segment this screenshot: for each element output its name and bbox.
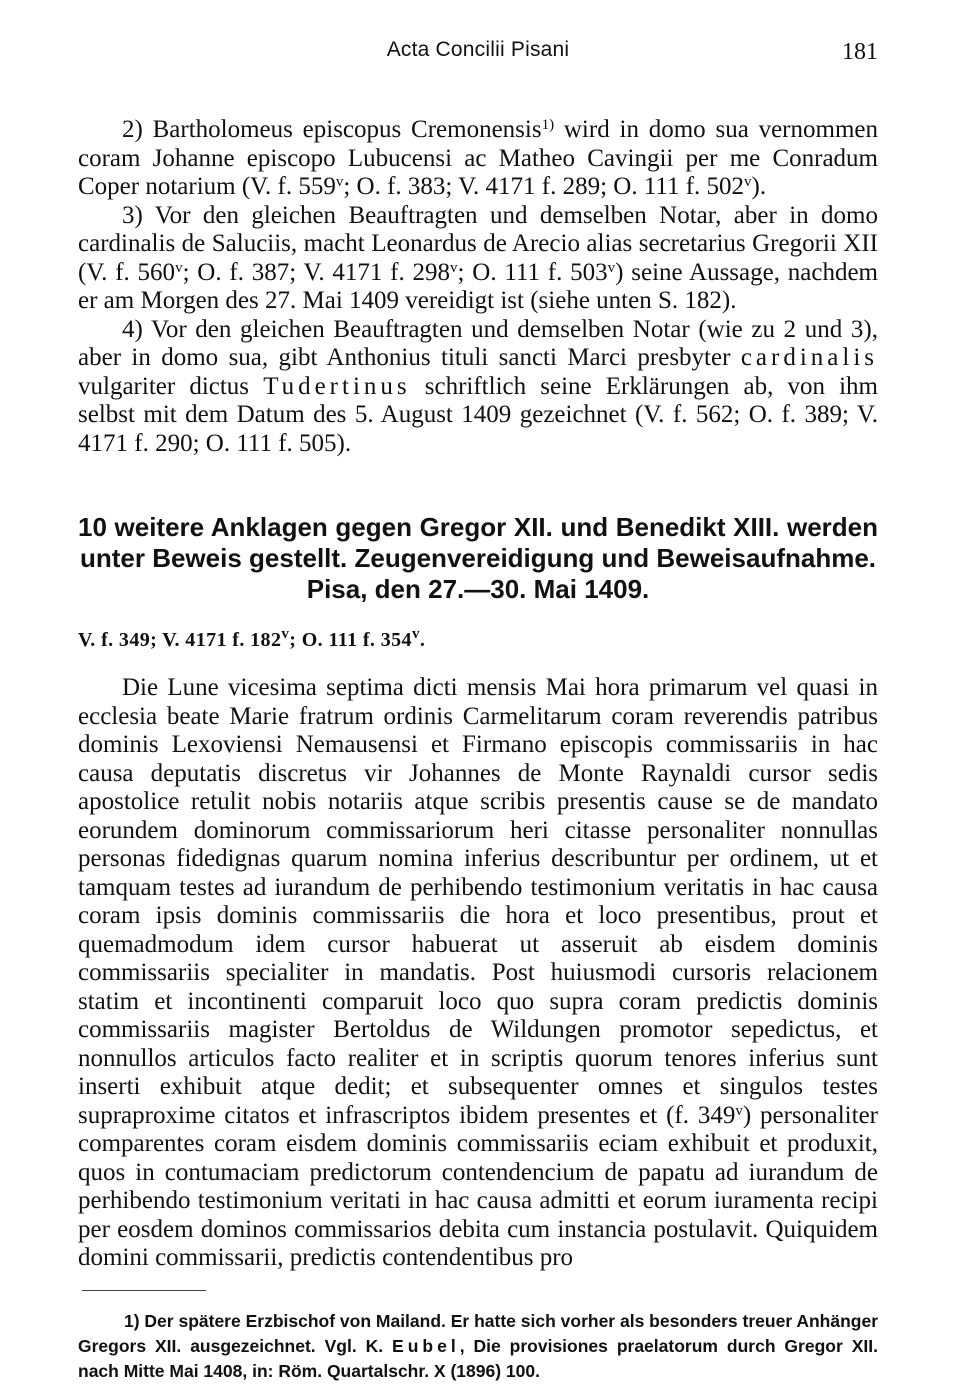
footnote-text: , Die provisiones praelatorum durch Gregor XII. nach Mitte Mai 1408, in: Röm. Quartalschr. X (1896) 100. [78, 1335, 878, 1381]
folio-verso-marker: v [411, 626, 420, 642]
spaced-name: Tudertinus [263, 372, 411, 400]
paragraph-3-text: ) seine Aussage, nachdem er am Morgen des 27. Mai 1409 vereidigt ist (siehe unten S. 182). [78, 258, 878, 314]
paragraph-2-text: ). [751, 173, 767, 200]
footnote-1 [78, 1309, 878, 1384]
main-text-part: Die Lune vicesima septima dicti mensis Mai hora primarum vel quasi in ecclesia beate Marie fratrum ordinis Carmelitarum coram reverendis patribus dominis Lexoviensi Nemausensi et Firmano episcopis commissariis in hac causa deputatis discretus vir Johannes de Monte Raynaldi cursor sedis apostolice retulit nobis notariis atque scribis presentis cause se de mandato eorundem dominorum commissariorum heri citasse personaliter nonnullas personas fidedignas quarum nomina inferius describuntur per ordinem, ut et tamquam testes ad iurandum de perhibendo testimonium veritatis in hac causa coram ipsis dominis commissariis die hora et loco presentibus, prout et quemadmodum idem cursor habuerat ut asseruit ab eisdem dominis commissariis specialiter in mandatis. Post huiusmodi cursoris relacionem statim et incontinenti comparuit loco quo supra coram predictis dominis commissariis magister Bertoldus de Wildungen promotor sepedictus, et nonnullos articulos facto realiter et in scriptis quorum tenores inferius sunt inserti exhibuit atque dedit; et subsequenter omnes et singulos testes supraproxime citatos et infrascriptos ibidem presentes et (f. 349 [78, 674, 878, 1129]
spaced-term: cardinalis [740, 344, 878, 371]
paragraph-4-text: schriftlich seine Erklärungen ab, von ihm selbst mit dem Datum des 5. August 1409 gezeichnet (V. f. 562; O. f. 389; V. 4171 f. 290; O. 111 f. 505). [78, 372, 878, 457]
section-heading-line-2: unter Beweis gestellt. Zeugenvereidigung und Beweisaufnahme. [79, 543, 877, 573]
section-heading [78, 512, 878, 605]
folio-verso-marker: v [175, 259, 183, 276]
section-heading-line-1: 10 weitere Anklagen gegen Gregor XII. und Benedikt XIII. werden [78, 512, 878, 542]
paragraph-2 [78, 116, 878, 202]
footnote-marker: 1) [541, 117, 555, 133]
footnote-divider [82, 1290, 206, 1291]
folio-verso-marker: v [335, 174, 344, 190]
summary-paragraphs [78, 116, 878, 458]
footnotes [78, 1309, 878, 1384]
source-reference: ; O. 111 f. 354 [289, 629, 412, 651]
folio-verso-marker: v [735, 1102, 743, 1119]
paragraph-3-text: ; O. f. 387; V. 4171 f. 298 [182, 258, 451, 286]
folio-verso-marker: v [744, 174, 752, 190]
paragraph-4-text: 4) Vor den gleichen Beauftragten und demselben Notar (wie zu 2 und 3), aber in domo sua, gibt Anthonius tituli sancti Marci presbyter [78, 315, 878, 371]
paragraph-2-text: ; O. f. 383; V. 4171 f. 289; O. 111 f. 502 [343, 173, 745, 200]
main-latin-text [78, 674, 878, 1273]
running-header [78, 34, 878, 68]
book-page [78, 34, 878, 1384]
paragraph-4 [78, 316, 878, 459]
paragraph-2-text: 2) Bartholomeus episcopus Cremonensis [122, 116, 542, 143]
paragraph-3 [78, 202, 878, 316]
folio-verso-marker: v [450, 259, 458, 276]
paragraph-4-text: vulgariter dictus [78, 372, 264, 400]
running-title: Acta Concilii Pisani [386, 38, 570, 61]
paragraph-3-text: ; O. 111 f. 503 [457, 258, 608, 286]
section-heading-line-3: Pisa, den 27.—30. Mai 1409. [306, 574, 650, 604]
main-paragraph [78, 674, 878, 1273]
page-number: 181 [842, 39, 878, 65]
main-text-part: ) personaliter comparentes coram eisdem dominis commissariis eciam exhibuit et produxit, quos in contumaciam predictorum contendencium de papatu ad iurandum de perhibendo testimonium veritati in hac causa admitti et eorum iuramenta recipi per eosdem dominos commissarios debita cum instancia postulavit. Quiquidem domini commissarii, predictis contendentibus pro [78, 1101, 878, 1271]
footnote-text: 1) Der spätere Erzbischof von Mailand. Er hatte sich vorher als besonders treuer Anhänger Gregors XII. ausgezeichnet. Vgl. K. [78, 1310, 879, 1356]
folio-verso-marker: v [607, 259, 616, 276]
footnote-author: Eubel [392, 1335, 460, 1356]
manuscript-source-line [78, 626, 878, 652]
source-reference: V. f. 349; V. 4171 f. 182 [78, 629, 282, 651]
paragraph-3-text: 3) Vor den gleichen Beauftragten und demselben Notar, aber in domo cardinalis de Saluciis, macht Leonardus de Arecio alias secretarius Gregorii XII (V. f. 560 [78, 201, 878, 286]
source-reference: . [419, 629, 426, 651]
folio-verso-marker: v [281, 626, 290, 642]
paragraph-2-text: wird in domo sua vernommen coram Johanne episcopo Lubucensi ac Matheo Cavingii per me Conradum Coper notarium (V. f. 559 [78, 116, 878, 200]
